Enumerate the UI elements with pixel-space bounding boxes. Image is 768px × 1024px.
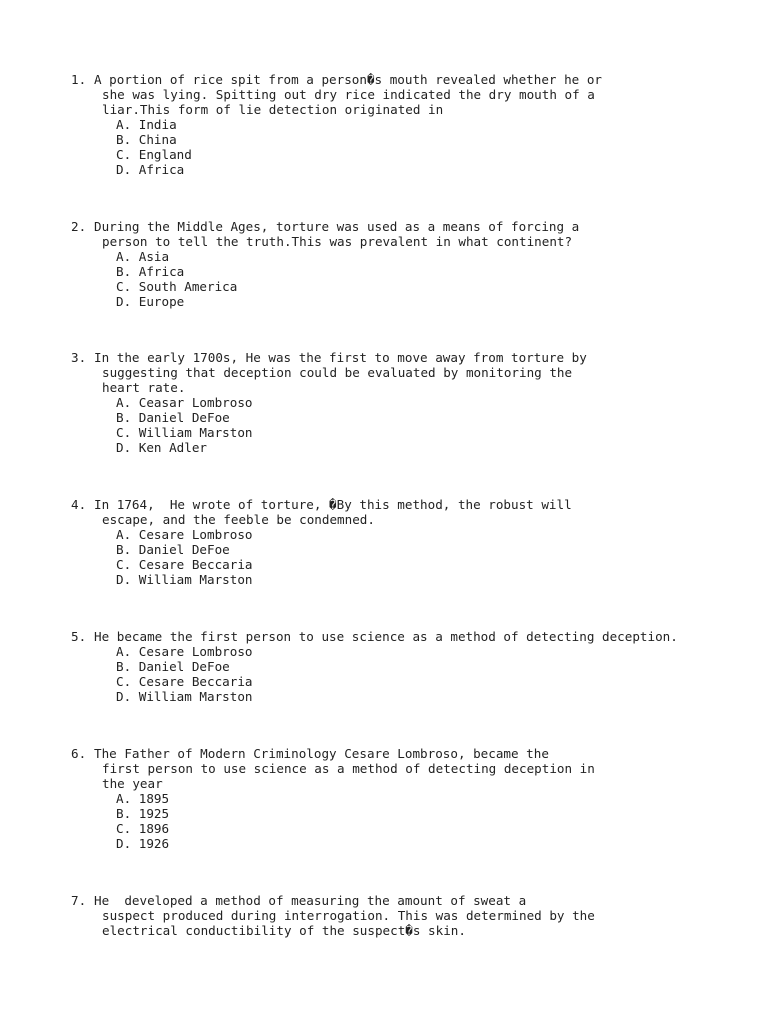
answer-option-a: A. India: [116, 117, 177, 132]
answer-option-d: D. William Marston: [116, 689, 253, 704]
answer-option-b: B. Daniel DeFoe: [116, 410, 230, 425]
answer-option-d: D. Ken Adler: [116, 440, 207, 455]
question-stem: [71, 629, 711, 644]
answer-option-a: A. 1895: [116, 791, 170, 806]
answer-option-b: B. Daniel DeFoe: [116, 542, 230, 557]
answer-options: [116, 117, 711, 177]
answer-option-c: C. William Marston: [116, 425, 253, 440]
question-text-line: escape, and the feeble be condemned.: [102, 512, 375, 527]
question-text-line: electrical conductibility of the suspect�s skin.: [102, 923, 466, 938]
question-2: [71, 219, 711, 309]
answer-option-a: A. Cesare Lombroso: [116, 644, 253, 659]
question-text-line: suggesting that deception could be evaluated by monitoring the: [102, 365, 573, 380]
answer-options: [116, 395, 711, 455]
answer-option-d: D. Europe: [116, 294, 185, 309]
question-number: 7.: [71, 893, 87, 908]
answer-option-b: B. 1925: [116, 806, 170, 821]
answer-option-c: C. Cesare Beccaria: [116, 674, 253, 689]
question-text-line: she was lying. Spitting out dry rice indicated the dry mouth of a: [102, 87, 595, 102]
answer-options: [116, 527, 711, 587]
question-3: [71, 350, 711, 455]
answer-option-c: C. 1896: [116, 821, 170, 836]
question-stem: [71, 350, 711, 395]
question-stem: [71, 497, 711, 527]
answer-options: [116, 249, 711, 309]
question-text-line: suspect produced during interrogation. This was determined by the: [102, 908, 595, 923]
question-stem: [71, 219, 711, 249]
question-number: 1.: [71, 72, 87, 87]
answer-option-d: D. Africa: [116, 162, 185, 177]
question-5: [71, 629, 711, 704]
question-7: [71, 893, 711, 938]
question-number: 3.: [71, 350, 87, 365]
question-text-line: person to tell the truth.This was prevalent in what continent?: [102, 234, 573, 249]
question-stem: [71, 72, 711, 117]
answer-option-d: D. 1926: [116, 836, 170, 851]
answer-option-b: B. China: [116, 132, 177, 147]
question-text-line: heart rate.: [102, 380, 186, 395]
question-1: [71, 72, 711, 177]
question-text-line: The Father of Modern Criminology Cesare Lombroso, became the: [94, 746, 549, 761]
answer-option-b: B. Daniel DeFoe: [116, 659, 230, 674]
question-6: [71, 746, 711, 851]
question-number: 2.: [71, 219, 87, 234]
question-number: 6.: [71, 746, 87, 761]
question-stem: [71, 893, 711, 938]
answer-option-a: A. Cesare Lombroso: [116, 527, 253, 542]
question-text-line: He developed a method of measuring the amount of sweat a: [94, 893, 527, 908]
question-number: 5.: [71, 629, 87, 644]
question-stem: [71, 746, 711, 791]
answer-option-c: C. South America: [116, 279, 238, 294]
answer-option-c: C. Cesare Beccaria: [116, 557, 253, 572]
answer-option-a: A. Ceasar Lombroso: [116, 395, 253, 410]
answer-option-b: B. Africa: [116, 264, 185, 279]
question-text-line: the year: [102, 776, 163, 791]
answer-option-a: A. Asia: [116, 249, 170, 264]
question-text-line: A portion of rice spit from a person�s mouth revealed whether he or: [94, 72, 602, 87]
question-text-line: During the Middle Ages, torture was used as a means of forcing a: [94, 219, 580, 234]
answer-options: [116, 644, 711, 704]
question-number: 4.: [71, 497, 87, 512]
question-4: [71, 497, 711, 587]
question-text-line: In 1764, He wrote of torture, �By this method, the robust will: [94, 497, 572, 512]
answer-options: [116, 791, 711, 851]
question-text-line: liar.This form of lie detection originated in: [102, 102, 444, 117]
answer-option-d: D. William Marston: [116, 572, 253, 587]
question-text-line: first person to use science as a method of detecting deception in: [102, 761, 595, 776]
answer-option-c: C. England: [116, 147, 192, 162]
question-text-line: In the early 1700s, He was the first to move away from torture by: [94, 350, 587, 365]
question-text-line: He became the first person to use science as a method of detecting deception.: [94, 629, 678, 644]
